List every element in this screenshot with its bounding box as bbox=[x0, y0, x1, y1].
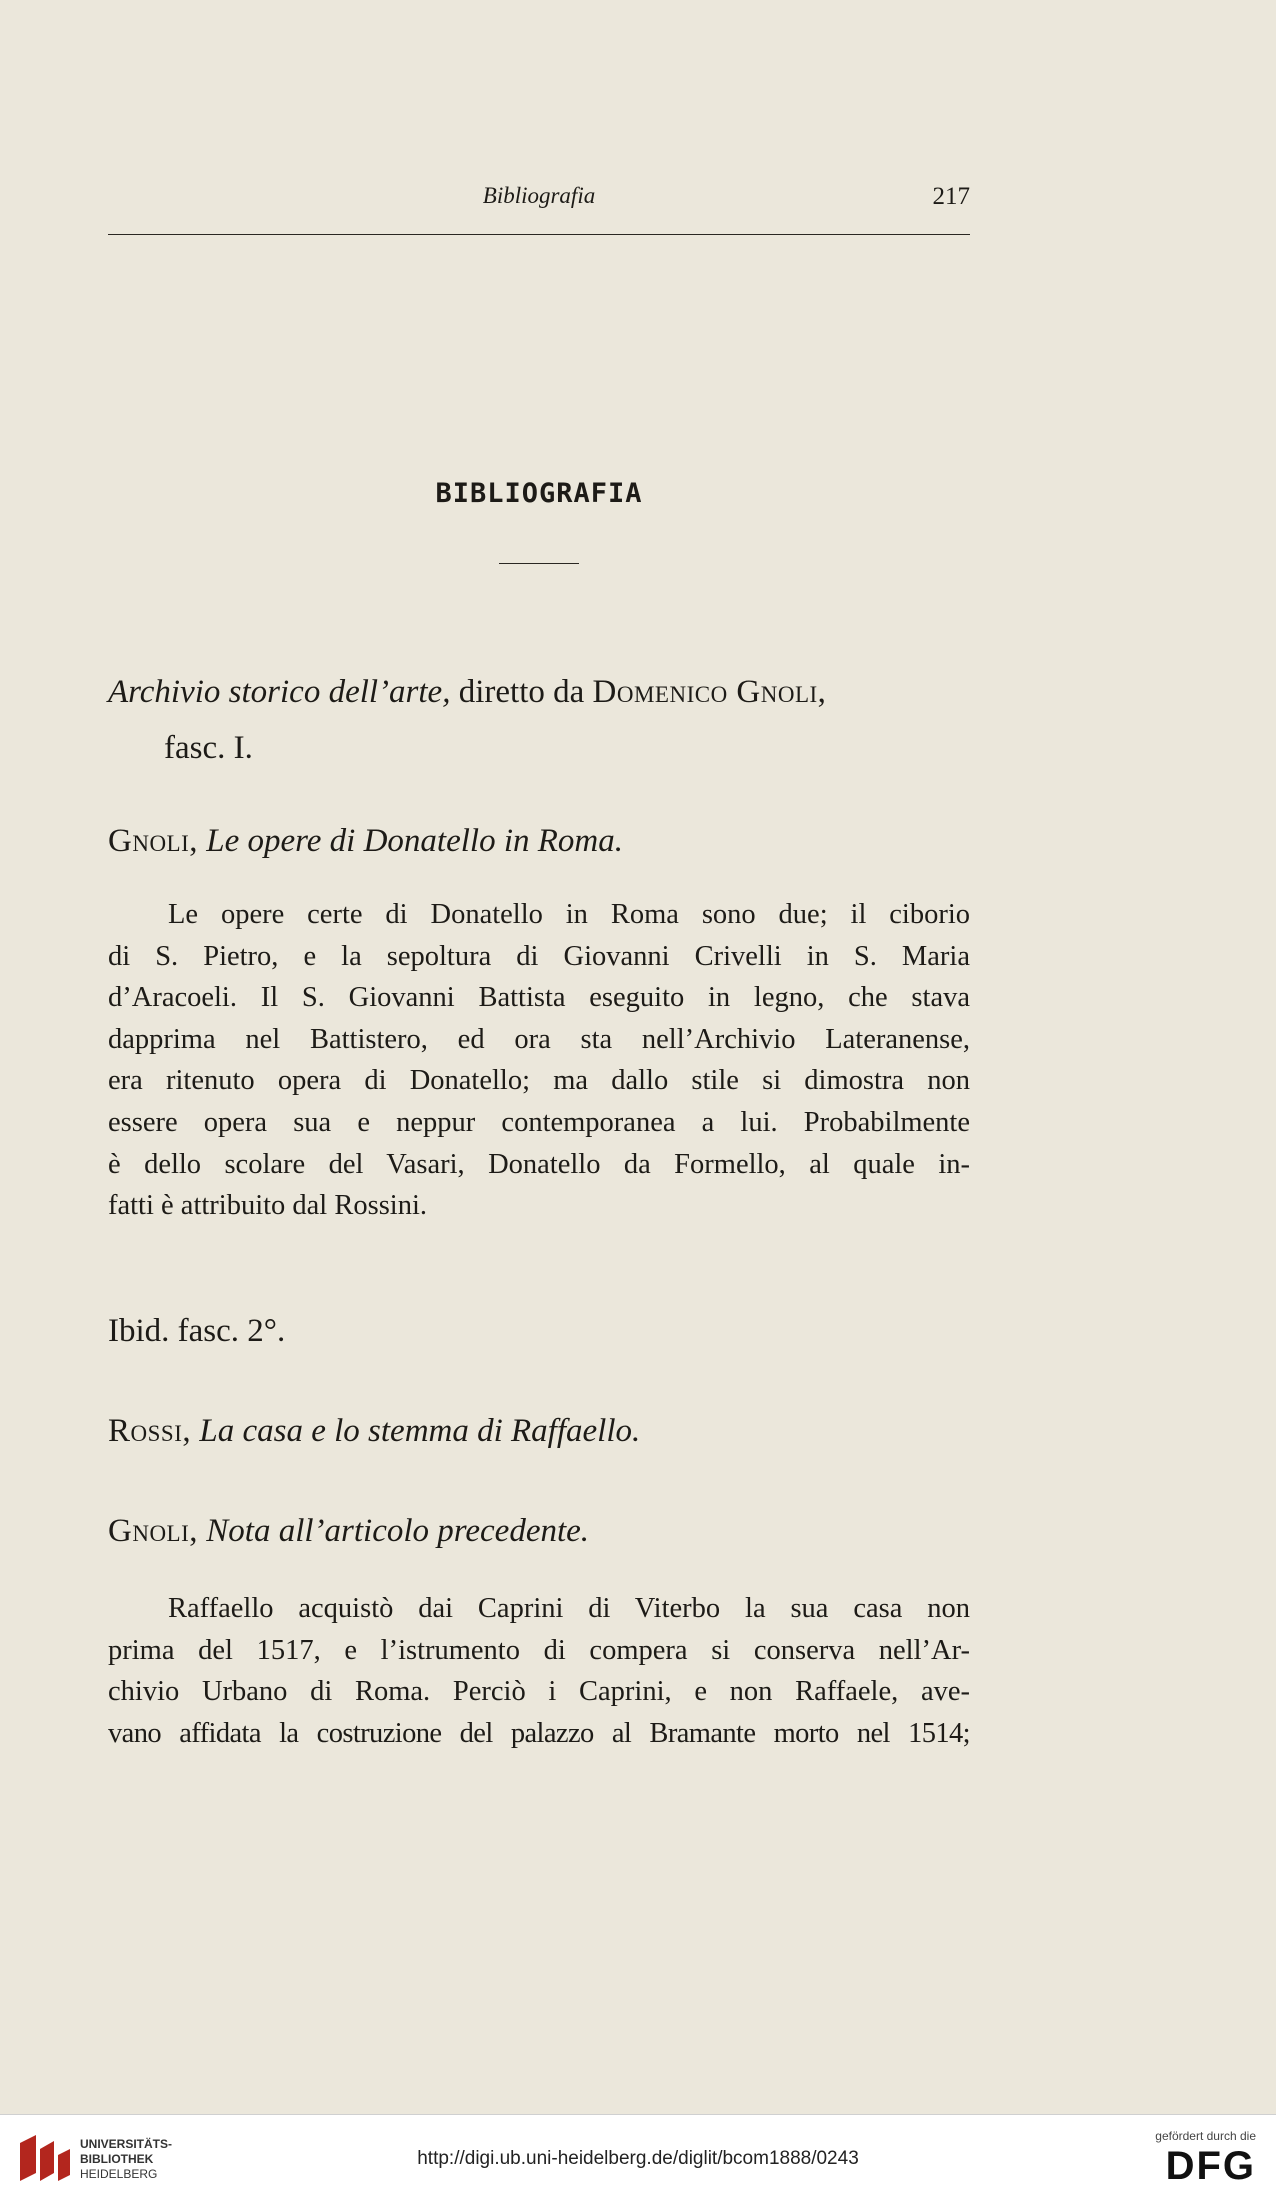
paragraph-line: è dello scolare del Vasari, Donatello da Formello, al quale in- bbox=[108, 1148, 970, 1180]
paragraph-line: Le opere certe di Donatello in Roma sono due; il ciborio bbox=[168, 899, 970, 930]
section-heading: BIBLIOGRAFIA bbox=[435, 478, 643, 509]
source-url-link[interactable]: http://digi.ub.uni-heidelberg.de/diglit/bcom1888/0243 bbox=[417, 2148, 859, 2169]
entry-title: Archivio storico dell’arte, bbox=[108, 674, 451, 710]
sponsor-block bbox=[1126, 2129, 1256, 2189]
entry-title: Le opere di Donatello in Roma. bbox=[198, 823, 623, 859]
paragraph-line: chivio Urbano di Roma. Perciò i Caprini, e non Raffaele, ave- bbox=[108, 1676, 970, 1708]
entry-continuation: fasc. I. bbox=[164, 730, 253, 766]
footer-bar bbox=[0, 2114, 1276, 2207]
paragraph-line: d’Aracoeli. Il S. Giovanni Battista eseguito in legno, che stava bbox=[108, 982, 970, 1014]
paragraph-donatello bbox=[108, 894, 970, 1227]
entry-text: Ibid. fasc. 2°. bbox=[108, 1313, 286, 1349]
paragraph-raffaello bbox=[108, 1588, 970, 1754]
running-title: Bibliografia bbox=[482, 183, 596, 208]
entry-author: Domenico Gnoli, bbox=[592, 674, 827, 710]
library-name-line: UNIVERSITÄTS- bbox=[80, 2137, 173, 2151]
paragraph-line: prima del 1517, e l’istrumento di compera si conserva nell’Ar- bbox=[108, 1634, 970, 1666]
bibliography-entry-rossi bbox=[108, 1403, 970, 1459]
entry-title: Nota all’articolo precedente. bbox=[198, 1513, 590, 1549]
entry-title: La casa e lo stemma di Raffaello. bbox=[191, 1413, 641, 1449]
bibliography-entry-donatello bbox=[108, 813, 970, 869]
sponsor-text: gefördert durch die bbox=[1155, 2129, 1256, 2143]
entry-text: diretto da bbox=[450, 674, 593, 710]
entry-author: Gnoli, bbox=[108, 823, 199, 859]
heading-rule bbox=[499, 563, 579, 564]
paragraph-line: vano affidata la costruzione del palazzo al Bramante morto nel 1514; bbox=[108, 1717, 970, 1749]
bibliography-entry-nota bbox=[108, 1503, 970, 1559]
header-rule bbox=[108, 234, 970, 235]
running-header bbox=[108, 183, 970, 223]
paragraph-line: dapprima nel Battistero, ed ora sta nell’Archivio Lateranense, bbox=[108, 1023, 970, 1055]
bibliography-entry-ibid bbox=[108, 1303, 970, 1359]
entry-author: Rossi, bbox=[108, 1413, 192, 1449]
paragraph-line: fatti è attribuito dal Rossini. bbox=[108, 1190, 427, 1222]
dfg-logo: DFG bbox=[1165, 2144, 1256, 2188]
page-number: 217 bbox=[932, 183, 970, 210]
paragraph-line: Raffaello acquistò dai Caprini di Viterbo la sua casa non bbox=[168, 1593, 970, 1624]
paragraph-line: essere opera sua e neppur contemporanea a lui. Probabilmente bbox=[108, 1106, 970, 1138]
bibliography-entry-archivio bbox=[108, 664, 970, 776]
library-name-line: HEIDELBERG bbox=[80, 2167, 158, 2181]
paragraph-line: di S. Pietro, e la sepoltura di Giovanni Crivelli in S. Maria bbox=[108, 940, 970, 972]
library-name-line: BIBLIOTHEK bbox=[80, 2152, 154, 2166]
paragraph-line: era ritenuto opera di Donatello; ma dallo stile si dimostra non bbox=[108, 1065, 970, 1097]
entry-author: Gnoli, bbox=[108, 1513, 199, 1549]
